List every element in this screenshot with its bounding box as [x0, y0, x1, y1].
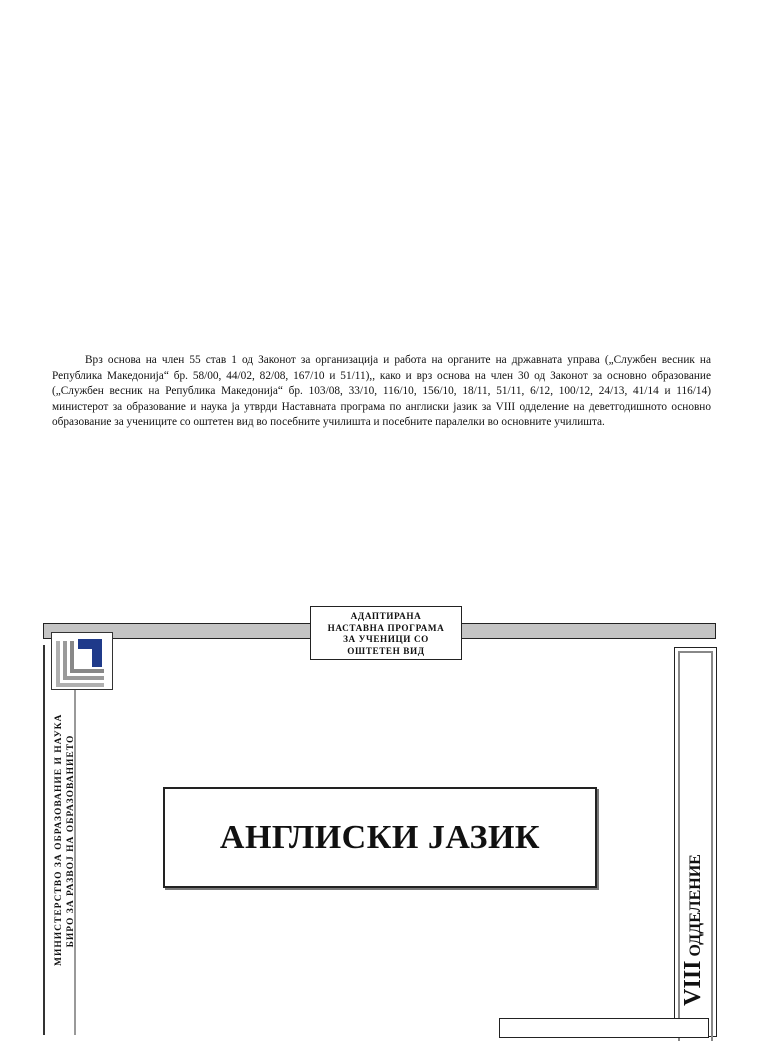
bureau-logo-graphic: [52, 633, 114, 691]
bureau-logo-icon: [51, 632, 113, 690]
bureau-name: БИРО ЗА РАЗВОЈ НА ОБРАЗОВАНИЕТО: [66, 734, 76, 948]
subtitle-line-1: АДАПТИРАНА: [350, 611, 422, 621]
ministry-vertical-text: [53, 713, 83, 966]
ministry-name: МИНИСТЕРСТВО ЗА ОБРАЗОВАНИЕ И НАУКА: [54, 713, 64, 966]
bottom-box: [499, 1018, 709, 1038]
intro-paragraph: Врз основа на член 55 став 1 од Законот за организација и работа на органите на државната управа („Службен весник на Република Македонија“ бр. 58/00, 44/02, 82/08, 167/10 и 51/11),, како и врз основа на член 30 од Законот за основно образование („Службен весник на Република Македонија“ бр. 103/08, 33/10, 116/10, 156/10, 18/11, 51/11, 6/12, 100/12, 24/13, 41/14 и 116/14) министерот за образование и наука ја утврди Наставната програма по англиски јазик за VIII одделение на деветгодишното основно образование за учениците со оштетен вид во посебните училишта и посебните паралелки во основните училишта.: [52, 354, 711, 429]
subtitle-line-2: НАСТАВНА ПРОГРАМА: [327, 622, 445, 633]
document-title: АНГЛИСКИ ЈАЗИК: [219, 818, 541, 856]
subtitle-line-3: ЗА УЧЕНИЦИ СО: [343, 634, 429, 645]
grade-vertical-text: [680, 845, 710, 1015]
subtitle-box: [310, 606, 462, 660]
grade-word: ОДДЕЛЕНИЕ: [687, 854, 704, 957]
title-box: [163, 787, 597, 888]
subtitle-line-4: ОШТЕТЕН ВИД: [347, 645, 425, 656]
grade-roman: VIII: [680, 960, 706, 1006]
